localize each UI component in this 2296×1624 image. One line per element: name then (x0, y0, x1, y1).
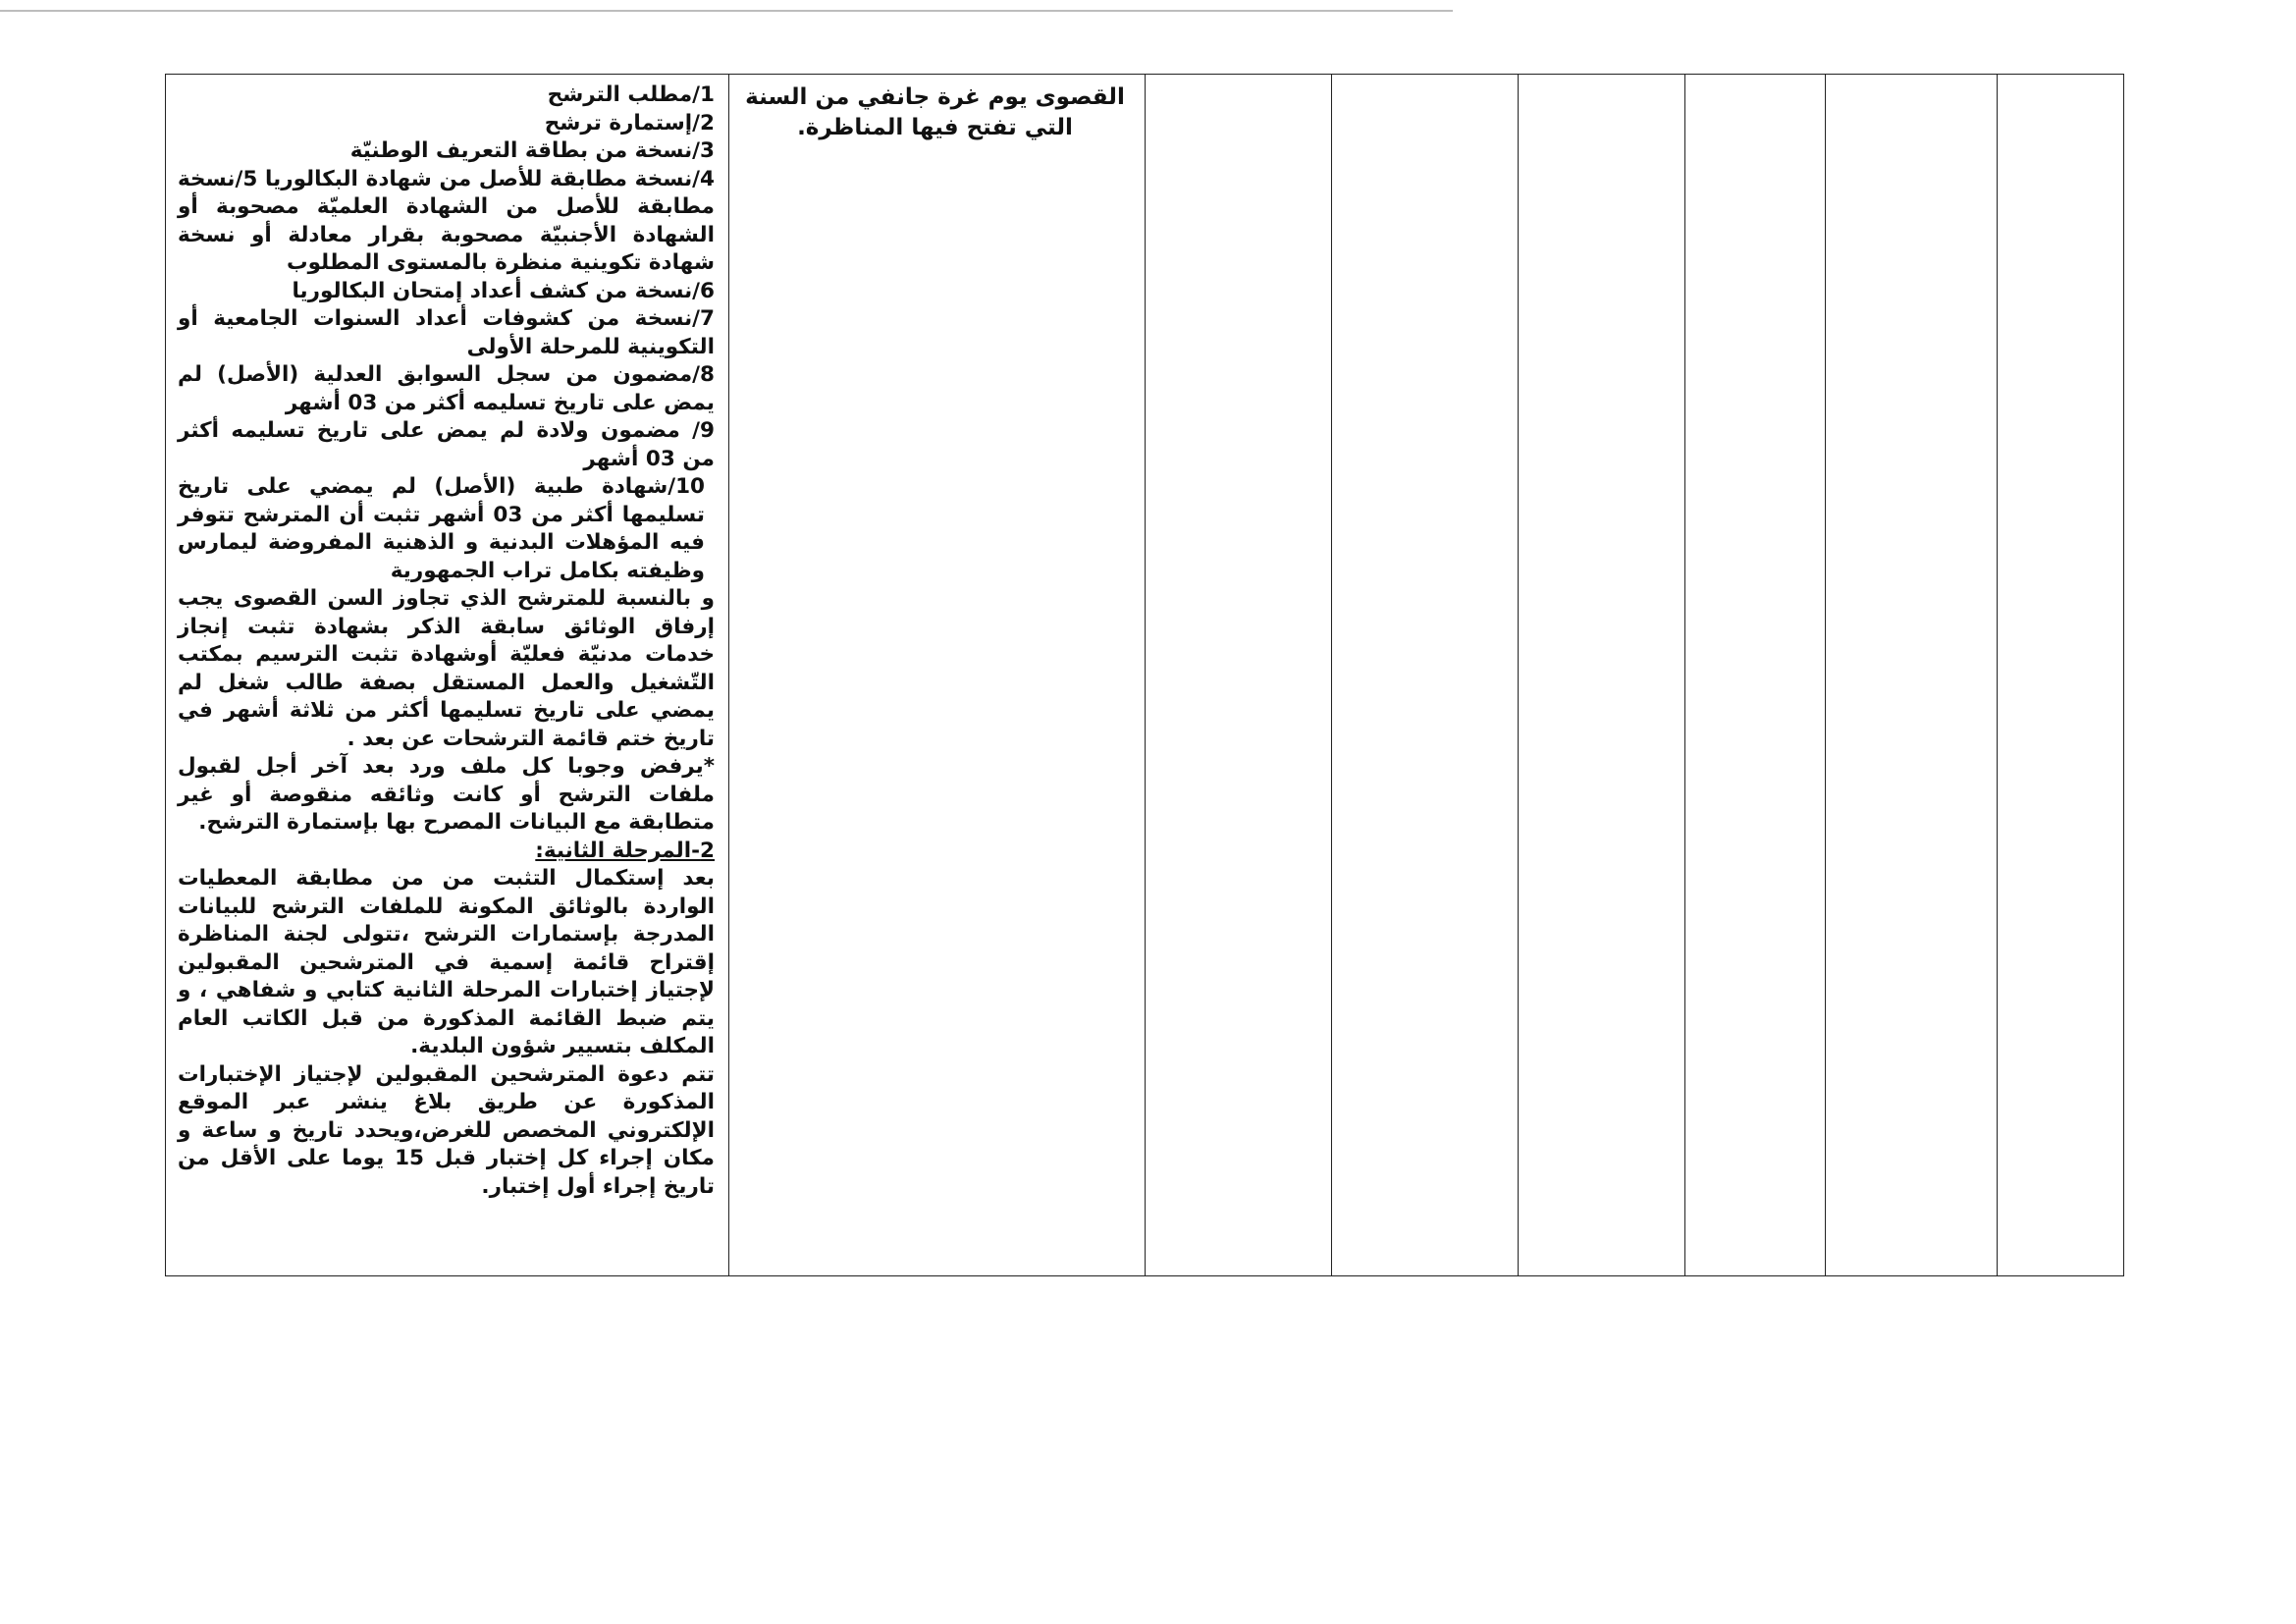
empty-cell (1146, 75, 1332, 1276)
empty-cell (1685, 75, 1826, 1276)
requirement-item: 6/نسخة من كشف أعداد إمتحان البكالوريا (292, 278, 715, 303)
requirement-item: 9/ مضمون ولادة لم يمض على تاريخ تسليمه أكثر من 03 أشهر (178, 418, 715, 471)
empty-cell (1332, 75, 1519, 1276)
stage2-heading: 2-المرحلة الثانية: (535, 838, 715, 863)
requirement-item: 1/مطلب الترشح (547, 82, 715, 107)
requirement-item: 7/نسخة من كشوفات أعداد السنوات الجامعية أو التكوينية للمرحلة الأولى (178, 306, 715, 359)
requirements-cell (166, 75, 729, 1276)
rejection-note: *يرفض وجوبا كل ملف ورد بعد آخر أجل لقبول ملفات الترشح أو كانت وثائقه منقوصة أو غير متطابقة مع البيانات المصرح بها بإستمارة الترشح. (178, 754, 715, 835)
age-limit-text: القصوى يوم غرة جانفي من السنة التي تفتح فيها المناظرة. (745, 84, 1125, 140)
requirement-item: 8/مضمون من سجل السوابق العدلية (الأصل) لم يمض على تاريخ تسليمه أكثر من 03 أشهر (178, 362, 715, 415)
age-limit-cell (729, 75, 1146, 1276)
empty-cell (1519, 75, 1685, 1276)
table-row (166, 75, 2124, 1276)
scan-top-border (0, 10, 1453, 12)
requirement-item: 2/إستمارة ترشح (544, 110, 715, 135)
requirement-item: 4/نسخة مطابقة للأصل من شهادة البكالوريا 5/نسخة مطابقة للأصل من الشهادة العلميّة مصحوبة أو الشهادة الأجنبيّة مصحوبة بقرار معادلة أو نسخة شهادة تكوينية منظرة بالمستوى المطلوب (178, 166, 715, 275)
empty-cell (1826, 75, 1998, 1276)
requirement-item: 10/شهادة طبية (الأصل) لم يمضي على تاريخ تسليمها أكثر من 03 أشهر تثبت أن المترشح تتوفر فيه المؤهلات البدنية و الذهنية المفروضة ليمارس وظيفته بكامل تراب الجمهورية (178, 474, 705, 583)
over-age-note: و بالنسبة للمترشح الذي تجاوز السن القصوى يجب إرفاق الوثائق سابقة الذكر بشهادة تثبت إنجاز خدمات مدنيّة فعليّة أوشهادة تثبت الترسيم بمكتب التّشغيل والعمل المستقل بصفة طالب شغل لم يمضي على تاريخ تسليمها أكثر من ثلاثة أشهر في تاريخ ختم قائمة الترشحات عن بعد . (178, 586, 715, 751)
document-table (165, 74, 2124, 1276)
requirement-item: 3/نسخة من بطاقة التعريف الوطنيّة (349, 138, 715, 163)
stage2-paragraph: بعد إستكمال التثبت من من مطابقة المعطيات الواردة بالوثائق المكونة للملفات الترشح للبيانات المدرجة بإستمارات الترشح ،تتولى لجنة المناظرة إقتراح قائمة إسمية في المترشحين المقبولين لإجتياز إختبارات المرحلة الثانية كتابي و شفاهي ، و يتم ضبط القائمة المذكورة من قبل الكاتب العام المكلف بتسيير شؤون البلدية. (178, 866, 715, 1058)
stage2-paragraph: تتم دعوة المترشحين المقبولين لإجتياز الإختبارات المذكورة عن طريق بلاغ ينشر عبر الموقع الإلكتروني المخصص للغرض،ويحدد تاريخ و ساعة و مكان إجراء كل إختبار قبل 15 يوما على الأقل من تاريخ إجراء أول إختبار. (178, 1061, 715, 1199)
empty-cell (1998, 75, 2124, 1276)
